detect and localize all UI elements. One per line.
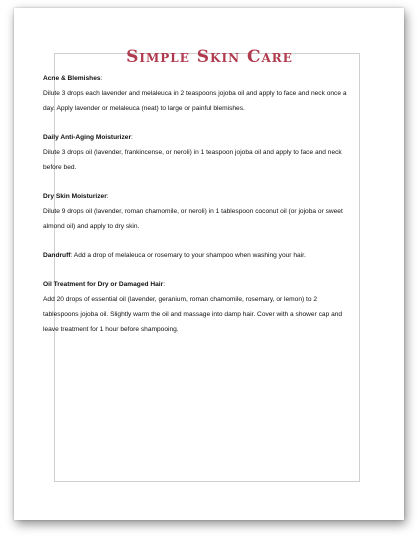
entry-acne-blemishes [43, 72, 347, 116]
entry-label-colon: : [163, 281, 166, 289]
entry-label-colon: : [131, 133, 133, 141]
entry-label: Acne & Blemishes [43, 75, 101, 82]
entry-label: Dandruff [43, 251, 71, 259]
entry-heading [43, 190, 347, 205]
entry-label: Dry Skin Moisturizer [43, 192, 107, 200]
entry-daily-anti-aging-moisturizer [43, 131, 347, 175]
entry-label: Daily Anti-Aging Moisturizer [43, 133, 132, 141]
entry-heading [43, 278, 347, 293]
page-title: Simple Skin Care [126, 47, 293, 67]
entry-label-colon: : [70, 251, 73, 259]
entry-text: Add a drop of melaleuca or rosemary to your shampoo when washing your hair. [72, 251, 306, 259]
entry-label-colon: : [106, 192, 109, 200]
entry-heading [43, 131, 347, 146]
entry-label: Oil Treatment for Dry or Damaged Hair [43, 281, 164, 289]
entry-label-colon: : [100, 75, 103, 82]
entry-text: Dilute 3 drops oil (lavender, frankincense, or neroli) in 1 teaspoon jojoba oil and apply to face and neck before bed. [43, 148, 342, 171]
document-body [43, 72, 347, 352]
entry-dry-skin-moisturizer [43, 190, 347, 234]
entry-dandruff [43, 249, 347, 264]
entry-oil-treatment-hair [43, 278, 347, 337]
entry-text: Add 20 drops of essential oil (lavender, geranium, roman chamomile, rosemary, or lemon) to 2 tablespoons jojoba oil. Slightly warm the oil and massage into damp hair. Cover with a shower cap and leave treatment for 1 hour before shampooing. [43, 296, 343, 333]
entry-heading [43, 72, 347, 87]
entry-text: Dilute 3 drops each lavender and melaleuca in 2 teaspoons jojoba oil and apply to face and neck once a day. Apply lavender or melaleuca (neat) to large or painful blemishes. [43, 89, 347, 112]
entry-line [43, 249, 347, 264]
entry-text: Dilute 9 drops oil (lavender, roman chamomile, or neroli) in 1 tablespoon coconut oil (or jojoba or sweet almond oil) and apply to dry skin. [43, 207, 343, 230]
